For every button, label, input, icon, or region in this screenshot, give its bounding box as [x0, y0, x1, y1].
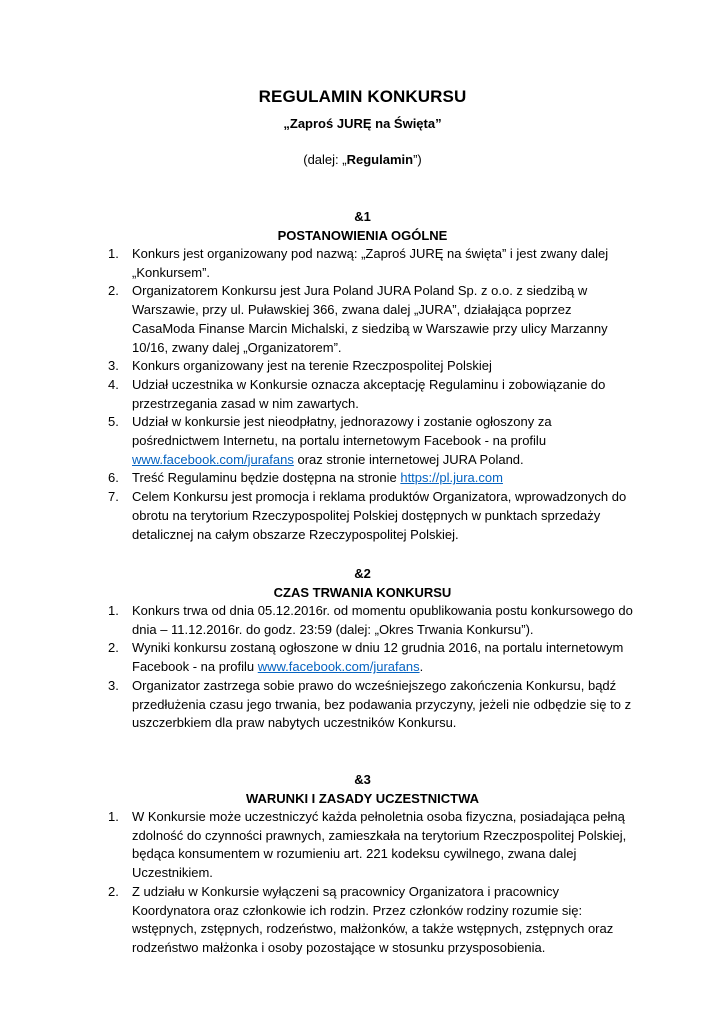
facebook-link[interactable]: www.facebook.com/jurafans [132, 451, 294, 467]
section-title: CZAS TRWANIA KONKURSU [273, 585, 452, 600]
section-1 [0, 207, 725, 544]
list-item [108, 282, 637, 357]
item-number: 7. [108, 489, 119, 505]
item-number: 5. [108, 414, 119, 430]
item-text: Konkurs organizowany jest na terenie Rzeczpospolitej Polskiej [132, 358, 492, 374]
item-number: 1. [108, 603, 119, 618]
item-text-after: oraz stronie internetowej JURA Poland. [293, 451, 524, 467]
list-item [108, 639, 637, 676]
list-item [108, 883, 637, 958]
item-number: 2. [108, 283, 119, 299]
item-text: Konkurs jest organizowany pod nazwą: „Zaproś JURĘ na święta” i jest zwany dalej „Konkursem”. [132, 246, 609, 280]
item-text: W Konkursie może uczestniczyć każda pełnoletnia osoba fizyczna, posiadająca pełną zdolność do czynności prawnych, zamieszkała na terytorium Rzeczpospolitej Polskiej, będąca konsumentem w rozumieniu art. 221 kodeksu cywilnego, zwana dalej Uczestnikiem. [132, 809, 627, 881]
list-item [108, 469, 637, 488]
section-3 [0, 770, 725, 958]
item-number: 3. [108, 677, 119, 693]
section-3-list [0, 808, 637, 958]
list-item [108, 677, 637, 733]
item-number: 1. [108, 809, 119, 824]
list-item [108, 357, 637, 376]
document-alias [0, 152, 725, 167]
jura-website-link[interactable]: https://pl.jura.com [400, 470, 503, 486]
section-2 [0, 564, 725, 733]
list-item [108, 413, 637, 469]
list-item [108, 376, 637, 413]
item-text: Organizatorem Konkursu jest Jura Poland JURA Poland Sp. z o.o. z siedzibą w Warszawie, przy ul. Puławskiej 366, zwana dalej „JURA”, działająca poprzez CasaModa Finanse Marcin Michalski, z siedzibą w Warszawie przy ulicy Marzanny 10/16, zwany dalej „Organizatorem”. [132, 283, 608, 355]
section-number: &1 [354, 209, 371, 224]
item-text: Udział uczestnika w Konkursie oznacza akceptację Regulaminu i zobowiązanie do przestrzegania zasad w nim zawartych. [132, 376, 606, 411]
facebook-link[interactable]: www.facebook.com/jurafans [257, 659, 420, 675]
list-item [108, 808, 637, 883]
document-title: REGULAMIN KONKURSU [258, 87, 467, 106]
list-item [108, 488, 637, 544]
item-text: Wyniki konkursu zostaną ogłoszone w dniu 12 grudnia 2016, na portalu internetowym Facebook - na profilu [132, 640, 624, 675]
alias-prefix: (dalej: „ [303, 152, 347, 167]
item-text: Udział w konkursie jest nieodpłatny, jednorazowy i zostanie ogłoszony za pośrednictwem Internetu, na portalu internetowym Facebook - na profilu [132, 414, 552, 449]
item-text: Z udziału w Konkursie wyłączeni są pracownicy Organizatora i pracownicy Koordynatora oraz członkowie ich rodzin. Przez członków rodziny rozumie się: wstępnych, zstępnych, rodzeństwo, małżonków, a także wstępnych, zstępnych oraz rodzeństwo małżonka i osoby pozostające w stosunku przysposobienia. [132, 883, 614, 955]
item-number: 2. [108, 640, 119, 656]
list-item [108, 602, 637, 639]
item-text: Organizator zastrzega sobie prawo do wcześniejszego zakończenia Konkursu, bądź przedłużenia czasu jego trwania, bez podawania przyczyny, jeżeli nie odbędzie się to z uszczerbkiem dla praw nabytych uczestników Konkursu. [132, 677, 632, 731]
section-title: POSTANOWIENIA OGÓLNE [277, 228, 448, 243]
section-2-list [0, 602, 637, 733]
section-1-list [0, 245, 637, 544]
section-title: WARUNKI I ZASADY UCZESTNICTWA [245, 791, 480, 806]
document-subtitle: „Zaproś JURĘ na Święta” [283, 116, 442, 131]
item-text: Celem Konkursu jest promocja i reklama produktów Organizatora, wprowadzonych do obrotu na terytorium Rzeczypospolitej Polskiej dostępnych w punktach sprzedaży detalicznej na całym obszarze Rzeczypospolitej Polskiej. [132, 489, 627, 542]
item-number: 2. [108, 883, 119, 899]
item-number: 6. [108, 470, 119, 486]
item-text-after: . [419, 659, 424, 675]
alias-bold: Regulamin [346, 152, 414, 167]
alias-suffix: ”) [413, 152, 422, 167]
item-number: 3. [108, 358, 119, 374]
list-item [108, 245, 637, 282]
item-number: 1. [108, 246, 119, 261]
item-text: Konkurs trwa od dnia 05.12.2016r. od momentu opublikowania postu konkursowego do dnia – 11.12.2016r. do godz. 23:59 (dalej: „Okres Trwania Konkursu”). [132, 603, 633, 637]
item-number: 4. [108, 376, 119, 392]
section-number: &2 [354, 566, 371, 581]
item-text: Treść Regulaminu będzie dostępna na stronie [132, 470, 401, 486]
section-number: &3 [354, 772, 371, 787]
